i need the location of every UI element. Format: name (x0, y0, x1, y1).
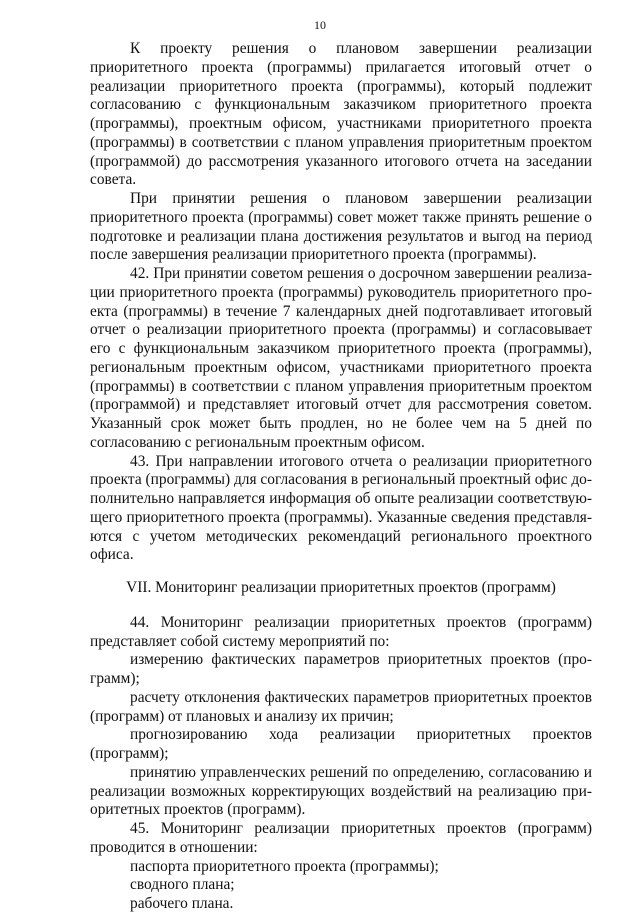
list-item-project-passport: паспорта приоритетного проекта (программы); (130, 857, 439, 875)
list-item-deviation-calculation: расчету отклонения фактических параметров приоритетных проектов (программ) от плановых и анализу их причин; (90, 688, 592, 725)
section-heading-monitoring: VII. Мониторинг реализации приоритетных проектов (программ) (126, 579, 556, 596)
document-body (90, 40, 592, 914)
list-item-work-plan: рабочего плана. (130, 895, 234, 912)
paragraph-42-early-completion: 42. При принятии советом решения о досрочном завершении реализации приоритетного проекта (программы) руководитель приоритетного проекта (программы) в течение 7 календарных дней подготавливает итоговый отчет о реализации приоритетного проекта (программы) и согласовывает его с функциональным заказчиком приоритетного проекта (программы), региональным проектным офисом, участниками приоритетного проекта (программы) в соответствии с планом управления приоритетным проектом (программой) и представляет итоговый отчет для рассмотрения советом. Указанный срок может быть продлен, но не более чем на 5 дней по согласованию с региональным проектным офисом. (90, 265, 592, 451)
list-item-summary-plan: сводного плана; (130, 876, 235, 894)
paragraph-45-intro: 45. Мониторинг реализации приоритетных проектов (программ) проводится в отношении: (90, 820, 592, 856)
paragraph-44-intro: 44. Мониторинг реализации приоритетных проектов (программ) представляет собой систему мероприятий по: (90, 613, 592, 650)
list-item-measurement: измерению фактических параметров приоритетных проектов (программ); (90, 651, 592, 687)
paragraph-43-experience-info: 43. При направлении итогового отчета о реализации приоритетного проекта (программы) для согласования в региональный проектный офис дополнительно направляется информация об опыте реализации соответствующего приоритетного проекта (программы). Указанные сведения представляются с учетом методических рекомендаций регионального проектного офиса. (90, 452, 592, 564)
paragraph-project-completion-report: К проекту решения о плановом завершении реализации приоритетного проекта (программы) прилагается итоговый отчет о реализации приоритетного проекта (программы), который подлежит согласованию с функциональным заказчиком приоритетного проекта (программы), проектным офисом, участниками приоритетного проекта (программы) в соответствии с планом управления приоритетным проектом (программой) до рассмотрения указанного итогового отчета на заседании совета. (90, 40, 592, 189)
list-item-forecasting: прогнозированию хода реализации приоритетных проектов (программ); (90, 726, 592, 762)
page-number: 10 (314, 18, 326, 32)
paragraph-post-completion-plan: При принятии решения о плановом завершении реализации приоритетного проекта (программы) совет может также принять решение о подготовке и реализации плана достижения результатов и выгод на период после завершения реализации приоритетного проекта (программы). (90, 190, 592, 264)
list-item-management-decisions: принятию управленческих решений по определению, согласованию и реализации возможных корректирующих воздействий на реализацию приоритетных проектов (программ). (90, 763, 592, 819)
